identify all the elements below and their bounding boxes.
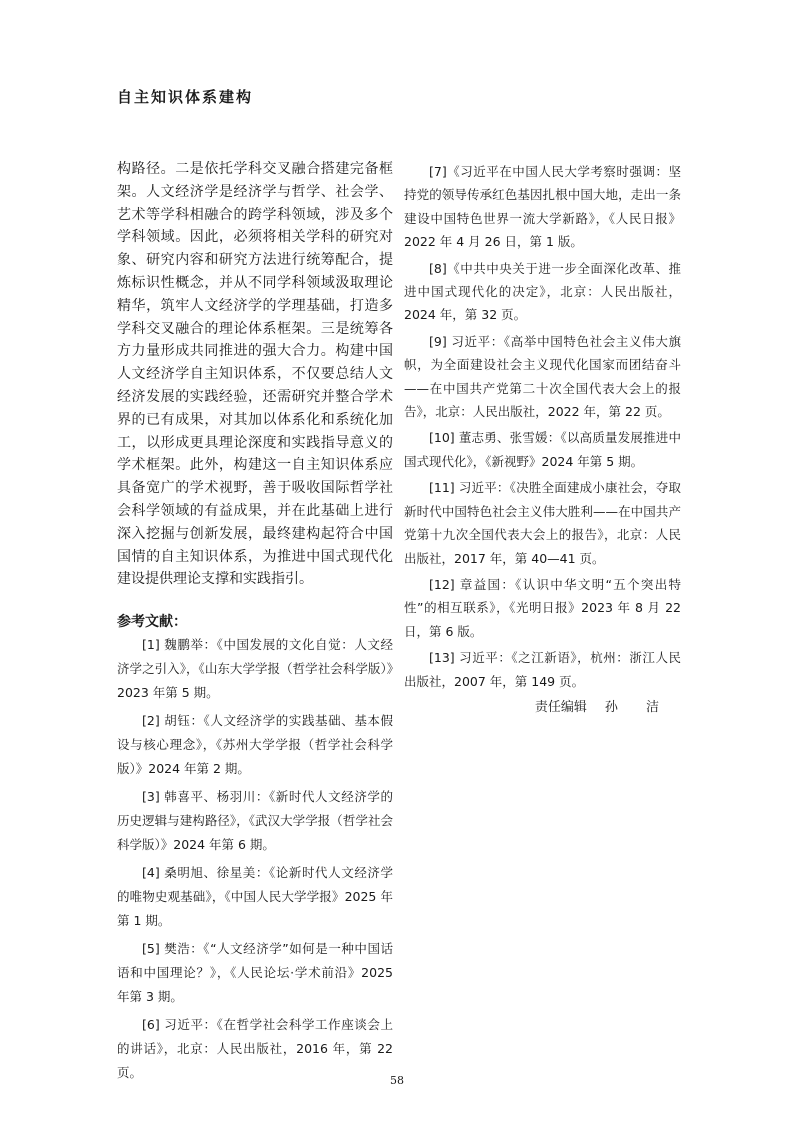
page-number: 58 xyxy=(390,1074,404,1087)
editor-name: 孙 洁 xyxy=(604,699,671,715)
reference-item: [8]《中共中央关于进一步全面深化改革、推进中国式现代化的决定》，北京：人民出版社，2024 年，第 32 页。 xyxy=(404,260,681,323)
reference-item: [9] 习近平：《高举中国特色社会主义伟大旗帜，为全面建设社会主义现代化国家而团结奋斗——在中国共产党第二十次全国代表大会上的报告》，北京：人民出版社，2022 年，第 22 页。 xyxy=(404,333,681,420)
running-header: 自主知识体系建构 xyxy=(117,88,254,106)
reference-item: [5] 樊浩：《“人文经济学”如何是一种中国话语和中国理论？》，《人民论坛·学术前沿》2025 年第 3 期。 xyxy=(117,941,393,1005)
right-column xyxy=(404,160,681,715)
reference-item: [1] 魏鹏举：《中国发展的文化自觉：人文经济学之引入》，《山东大学学报（哲学社会科学版）》2023 年第 5 期。 xyxy=(117,637,393,701)
reference-item: [11] 习近平：《决胜全面建成小康社会，夺取新时代中国特色社会主义伟大胜利——在中国共产党第十九次全国代表大会上的报告》，北京：人民出版社，2017 年，第 40—41 页。 xyxy=(404,480,681,566)
reference-item: [2] 胡钰：《人文经济学的实践基础、基本假设与核心理念》，《苏州大学学报（哲学社会科学版）》2024 年第 2 期。 xyxy=(117,713,393,777)
reference-item: [13] 习近平：《之江新语》，杭州：浙江人民出版社，2007 年，第 149 页。 xyxy=(404,650,681,689)
reference-item: [3] 韩喜平、杨羽川：《新时代人文经济学的历史逻辑与建构路径》，《武汉大学学报（哲学社会科学版）》2024 年第 6 期。 xyxy=(117,789,393,853)
editor-credit xyxy=(404,696,681,715)
reference-item: [10] 董志勇、张雪媛：《以高质量发展推进中国式现代化》，《新视野》2024 年第 5 期。 xyxy=(404,430,681,469)
references-title: 参考文献： xyxy=(117,614,187,631)
body-paragraph: 构路径。二是依托学科交叉融合搭建完备框架。人文经济学是经济学与哲学、社会学、艺术等学科相融合的跨学科领域，涉及多个学科领域。因此，必须将相关学科的研究对象、研究内容和研究方法进行统筹配合，提炼标识性概念，并从不同学科领域汲取理论精华，筑牢人文经济学的学理基础，打造多学科交叉融合的理论体系框架。三是统筹各方力量形成共同推进的强大合力。构建中国人文经济学自主知识体系，不仅要总结人文经济发展的实践经验，还需研究并整合学术界的已有成果，对其加以体系化和系统化加工，以形成更具理论深度和实践指导意义的学术框架。此外，构建这一自主知识体系应具备宽广的学术视野，善于吸收国际哲学社会科学领域的有益成果，并在此基础上进行深入挖掘与创新发展，最终建构起符合中国国情的自主知识体系，为推进中国式现代化建设提供理论支撑和实践指引。 xyxy=(117,161,393,588)
reference-item: [4] 桑明旭、徐星美：《论新时代人文经济学的唯物史观基础》，《中国人民大学学报》2025 年第 1 期。 xyxy=(117,865,393,929)
reference-item: [6] 习近平：《在哲学社会科学工作座谈会上的讲话》，北京：人民出版社，2016 年，第 22 页。 xyxy=(117,1017,393,1081)
editor-label: 责任编辑 xyxy=(534,699,587,715)
reference-item: [7]《习近平在中国人民大学考察时强调：坚持党的领导传承红色基因扎根中国大地，走出一条建设中国特色世界一流大学新路》，《人民日报》2022 年 4 月 26 日，第 1 版。 xyxy=(404,164,681,250)
reference-item: [12] 章益国：《认识中华文明“五个突出特性”的相互联系》，《光明日报》2023 年 8 月 22 日，第 6 版。 xyxy=(404,576,681,639)
left-column xyxy=(117,158,393,1089)
